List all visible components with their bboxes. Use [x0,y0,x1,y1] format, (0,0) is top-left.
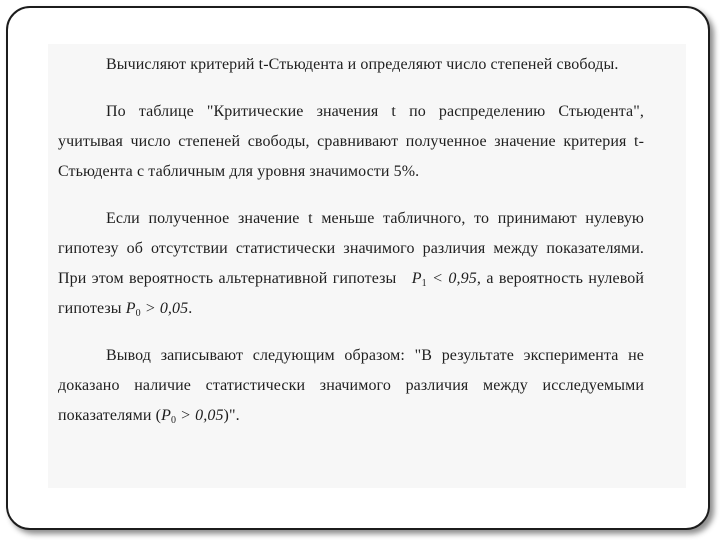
paragraph-4-text-after: )". [223,407,240,424]
formula-p0-var: P [125,300,136,317]
paragraph-2 [58,97,644,187]
formula-p0 [126,300,188,317]
formula-p0-rel: > 0,05 [140,300,189,317]
formula-conclusion-sub: 0 [170,415,177,426]
paragraph-3 [58,204,644,324]
paragraph-3-text-after: . [188,300,193,317]
formula-p1 [412,270,477,287]
paragraph-3-text-middle: , а вероятность нулевой гипотезы [58,270,644,317]
paragraph-3-text-before: Если полученное значение t меньше табличного, то принимают нулевую гипотезу об отсутствии статистически значимого различия между показателями. При этом вероятность альтернативной гипотезы [58,210,644,287]
slide-content [58,50,644,431]
paragraph-4 [58,341,644,431]
formula-p1-var: P [411,270,422,287]
formula-p1-sub: 1 [421,278,427,289]
formula-conclusion-var: P [161,407,171,424]
formula-conclusion [161,407,223,424]
paragraph-1 [58,50,644,80]
formula-p0-sub: 0 [135,308,141,319]
formula-p1-rel: < 0,95 [426,270,477,287]
paragraph-4-text-before: Вывод записывают следующим образом: "В результате эксперимента не доказано наличие статистически значимого различия между исследуемыми показателями ( [58,347,644,424]
paragraph-1-text: Вычисляют критерий t-Стьюдента и определяют число степеней свободы. [106,56,619,73]
paragraph-2-text: По таблице "Критические значения t по распределению Стьюдента", учитывая число степеней свободы, сравнивают полученное значение критерия t-Стьюдента с табличным для уровня значимости 5%. [58,103,644,180]
formula-conclusion-rel: > 0,05 [176,407,224,424]
